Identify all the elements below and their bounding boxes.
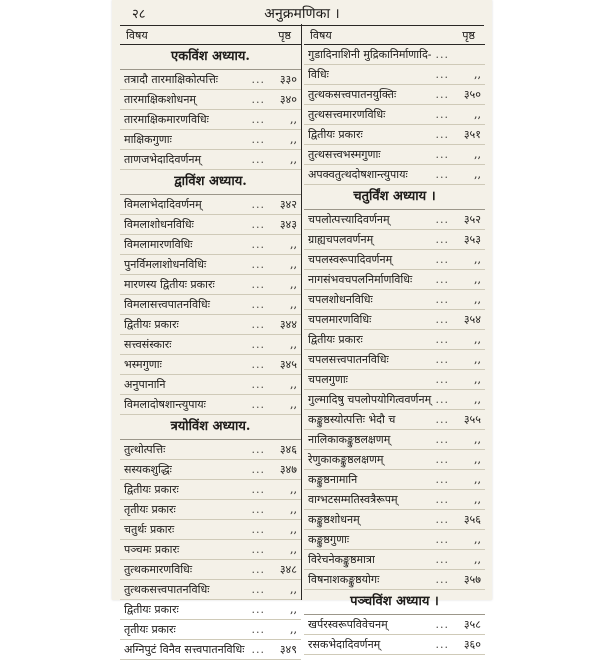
entry-title: चपलसत्त्वपातनविधिः [308, 353, 389, 366]
entry-page: ,, [290, 258, 297, 271]
leader-dots: ... [435, 453, 449, 466]
entry-title: द्वितीयः प्रकारः [124, 318, 179, 331]
leader-dots: ... [435, 573, 449, 586]
leader-dots: ... [435, 88, 449, 101]
entry-page: ,, [290, 583, 297, 596]
leader-dots: ... [435, 313, 449, 326]
leader-dots: ... [251, 318, 265, 331]
entry-title: विरेचनेकङ्कुष्ठमात्रा [308, 553, 375, 566]
entry-title: पञ्चमः प्रकारः [124, 543, 180, 556]
entry-page: ३५६ [463, 513, 481, 526]
index-entry [120, 440, 301, 460]
leader-dots: ... [435, 48, 449, 61]
entry-page: ,, [290, 113, 297, 126]
entry-title: चपलस्वरूपादिवर्णनम् [308, 253, 393, 266]
index-entry [304, 330, 485, 350]
entry-title: पुनर्विमलाशोधनविधिः [124, 258, 207, 271]
entry-page: ,, [290, 238, 297, 251]
entry-page: ,, [290, 523, 297, 536]
leader-dots: ... [435, 433, 449, 446]
entry-page: ३४६ [279, 443, 297, 456]
entry-page: ,, [474, 333, 481, 346]
entry-title: चपलशोधनविधिः [308, 293, 373, 306]
entry-title: ताणजभेदादिवर्णनम् [124, 153, 202, 166]
entry-title: तत्रादौ तारमाक्षिकोत्पत्तिः [124, 73, 219, 86]
leader-dots: ... [435, 333, 449, 346]
entry-title: रेणुकाकङ्कुष्ठलक्षणम् [308, 453, 384, 466]
entry-title: विमलासत्त्वपातनविधिः [124, 298, 210, 311]
index-entry [304, 410, 485, 430]
page-label: पृष्ठ [278, 29, 291, 42]
leader-dots: ... [435, 108, 449, 121]
entry-page: ,, [290, 603, 297, 616]
index-page [112, 0, 492, 656]
leader-dots: ... [251, 93, 265, 106]
leader-dots: ... [435, 68, 449, 81]
index-entry [120, 70, 301, 90]
leader-dots: ... [435, 253, 449, 266]
leader-dots: ... [251, 278, 265, 291]
index-entry [120, 375, 301, 395]
entry-page: ३५० [463, 88, 481, 101]
index-entry [304, 270, 485, 290]
entry-title: तारमाक्षिकशोधनम् [124, 93, 197, 106]
leader-dots: ... [251, 238, 265, 251]
entry-title: भस्मगुणाः [124, 358, 162, 371]
leader-dots: ... [435, 393, 449, 406]
leader-dots: ... [435, 533, 449, 546]
leader-dots: ... [251, 603, 265, 616]
entry-title: कङ्कुष्ठगुणाः [308, 533, 350, 546]
leader-dots: ... [435, 273, 449, 286]
entry-title: नागसंभवचपलनिर्माणविधिः [308, 273, 413, 286]
entry-page: ,, [474, 293, 481, 306]
leader-dots: ... [435, 293, 449, 306]
entry-title: नालिकाकङ्कुष्ठलक्षणम् [308, 433, 391, 446]
entry-list [304, 44, 485, 655]
entry-title: विधिः [308, 68, 329, 81]
index-entry [120, 480, 301, 500]
index-entry [120, 520, 301, 540]
leader-dots: ... [435, 553, 449, 566]
entry-page: ,, [290, 503, 297, 516]
entry-title: चतुर्थः प्रकारः [124, 523, 175, 536]
entry-page: ,, [474, 108, 481, 121]
index-entry [304, 290, 485, 310]
entry-title: गुल्मादिषु चपलोपयोगित्ववर्णनम् [308, 393, 432, 406]
entry-page: ,, [474, 353, 481, 366]
entry-title: तुत्थोत्पत्तिः [124, 443, 166, 456]
entry-title: चपलगुणाः [308, 373, 348, 386]
leader-dots: ... [251, 218, 265, 231]
top-rule [120, 25, 484, 26]
entry-page: ३५७ [463, 573, 481, 586]
index-entry [120, 235, 301, 255]
leader-dots: ... [251, 483, 265, 496]
entry-page: ,, [474, 273, 481, 286]
entry-page: ,, [290, 298, 297, 311]
index-entry [304, 430, 485, 450]
index-entry [120, 580, 301, 600]
entry-page: ,, [290, 623, 297, 636]
index-entry [304, 370, 485, 390]
entry-page: ,, [474, 393, 481, 406]
leader-dots: ... [251, 643, 265, 656]
index-entry [304, 490, 485, 510]
entry-title: रसकभेदादिवर्णनम् [308, 638, 381, 651]
index-entry [120, 355, 301, 375]
leader-dots: ... [251, 358, 265, 371]
index-entry [120, 640, 301, 660]
entry-title: विषनाशकङ्कुष्ठयोगः [308, 573, 380, 586]
index-entry [120, 540, 301, 560]
entry-title: तुत्थसत्त्वभस्मगुणाः [308, 148, 381, 161]
entry-page: ३५४ [463, 313, 481, 326]
entry-title: अपक्वतुत्थदोषशान्त्युपायः [308, 168, 408, 181]
leader-dots: ... [435, 148, 449, 161]
index-entry [120, 255, 301, 275]
entry-page: ,, [290, 483, 297, 496]
index-entry [120, 215, 301, 235]
column-header [304, 27, 485, 44]
leader-dots: ... [435, 233, 449, 246]
entry-page: ३५८ [463, 618, 481, 631]
chapter-heading: त्रयोविंश अध्याय. [120, 415, 301, 440]
entry-page: ३४० [279, 93, 297, 106]
index-entry [304, 450, 485, 470]
entry-title: तुत्थकमारणविधिः [124, 563, 193, 576]
entry-title: विमलादोषशान्त्युपायः [124, 398, 206, 411]
index-entry [120, 275, 301, 295]
leader-dots: ... [435, 373, 449, 386]
leader-dots: ... [251, 398, 265, 411]
entry-page: ३५५ [463, 413, 481, 426]
leader-dots: ... [251, 113, 265, 126]
leader-dots: ... [251, 463, 265, 476]
index-entry [304, 470, 485, 490]
entry-title: कङ्कुष्ठशोधनम् [308, 513, 360, 526]
entry-page: ,, [474, 168, 481, 181]
leader-dots: ... [251, 378, 265, 391]
leader-dots: ... [251, 73, 265, 86]
entry-page: ,, [290, 378, 297, 391]
leader-dots: ... [435, 168, 449, 181]
entry-page: ,, [290, 398, 297, 411]
entry-title: सस्यकशुद्धिः [124, 463, 172, 476]
leader-dots: ... [251, 298, 265, 311]
entry-title: तृतीयः प्रकारः [124, 503, 176, 516]
index-entry [304, 310, 485, 330]
entry-title: कङ्कुष्ठस्योत्पत्तिः भेदौ च [308, 413, 396, 426]
leader-dots: ... [435, 128, 449, 141]
leader-dots: ... [435, 618, 449, 631]
index-entry [120, 620, 301, 640]
index-entry [304, 230, 485, 250]
subject-label: विषय [310, 29, 332, 42]
leader-dots: ... [251, 153, 265, 166]
leader-dots: ... [251, 258, 265, 271]
leader-dots: ... [251, 133, 265, 146]
entry-title: चपलोत्पत्त्यादिवर्णनम् [308, 213, 390, 226]
index-entry [120, 315, 301, 335]
index-entry [304, 210, 485, 230]
column-divider [301, 24, 302, 600]
entry-title: अनुपानानि [124, 378, 166, 391]
index-entry [120, 130, 301, 150]
entry-page: ,, [290, 338, 297, 351]
index-entry [304, 65, 485, 85]
entry-page: ,, [474, 253, 481, 266]
entry-title: तुत्थकसत्त्वपातनयुक्तिः [308, 88, 397, 101]
entry-page: ३४७ [279, 463, 297, 476]
entry-page: ३४८ [279, 563, 297, 576]
entry-page: ३४९ [279, 643, 297, 656]
entry-title: द्वितीयः प्रकारः [308, 128, 363, 141]
page-number: २८ [132, 7, 146, 22]
entry-title: वाग्भटसम्मतिस्वत्रैरूपम् [308, 493, 398, 506]
entry-page: ,, [290, 133, 297, 146]
leader-dots: ... [435, 353, 449, 366]
entry-title: विमलामारणविधिः [124, 238, 193, 251]
index-entry [304, 165, 485, 185]
leader-dots: ... [251, 443, 265, 456]
entry-title: मारणस्य द्वितीयः प्रकारः [124, 278, 215, 291]
index-entry [304, 550, 485, 570]
entry-title: विमलाभेदादिवर्णनम् [124, 198, 202, 211]
entry-title: तारमाक्षिकमारणविधिः [124, 113, 209, 126]
entry-page: ,, [474, 473, 481, 486]
chapter-heading: पञ्चविंश अध्याय । [304, 590, 485, 615]
index-entry [120, 335, 301, 355]
entry-page: ,, [474, 433, 481, 446]
index-entry [120, 460, 301, 480]
index-entry [304, 45, 485, 65]
entry-page: ३४५ [279, 358, 297, 371]
page-header [112, 4, 492, 26]
index-entry [304, 615, 485, 635]
index-entry [304, 250, 485, 270]
index-entry [120, 90, 301, 110]
index-entry [304, 570, 485, 590]
index-entry [120, 600, 301, 620]
entry-page: ,, [474, 68, 481, 81]
entry-page: ३४४ [279, 318, 297, 331]
entry-title: तृतीयः प्रकारः [124, 623, 176, 636]
leader-dots: ... [251, 503, 265, 516]
leader-dots: ... [435, 493, 449, 506]
entry-title: खर्परस्वरूपविवेचनम् [308, 618, 388, 631]
leader-dots: ... [251, 563, 265, 576]
entry-page: ३३० [279, 73, 297, 86]
entry-page: ,, [474, 453, 481, 466]
leader-dots: ... [251, 198, 265, 211]
index-entry [304, 390, 485, 410]
entry-page: ,, [290, 278, 297, 291]
entry-title: सत्त्वसंस्कारः [124, 338, 172, 351]
leader-dots: ... [435, 473, 449, 486]
entry-page: ,, [290, 153, 297, 166]
entry-list [120, 44, 301, 660]
entry-page: ३५२ [463, 213, 481, 226]
index-entry [120, 500, 301, 520]
index-entry [120, 150, 301, 170]
index-entry [304, 85, 485, 105]
entry-title: तुत्थसत्त्वमारणविधिः [308, 108, 386, 121]
index-entry [120, 395, 301, 415]
leader-dots: ... [251, 523, 265, 536]
entry-page: ,, [290, 543, 297, 556]
entry-page: ,, [474, 373, 481, 386]
index-entry [304, 125, 485, 145]
index-entry [304, 510, 485, 530]
index-entry [304, 145, 485, 165]
entry-page: ३४३ [279, 218, 297, 231]
entry-title: कङ्कुष्ठनामानि [308, 473, 358, 486]
index-entry [304, 530, 485, 550]
entry-page: ,, [474, 533, 481, 546]
subject-label: विषय [126, 29, 148, 42]
entry-title: अग्निपुटं विनैव सत्त्वपातनविधिः [124, 643, 245, 656]
entry-title: द्वितीयः प्रकारः [124, 603, 179, 616]
leader-dots: ... [251, 623, 265, 636]
chapter-heading: द्वाविंश अध्याय. [120, 170, 301, 195]
leader-dots: ... [435, 213, 449, 226]
entry-page: ,, [474, 553, 481, 566]
chapter-heading: एकविंश अध्याय. [120, 45, 301, 70]
leader-dots: ... [251, 543, 265, 556]
index-entry [304, 105, 485, 125]
leader-dots: ... [435, 638, 449, 651]
column-header [120, 27, 301, 44]
index-entry [120, 110, 301, 130]
left-column [120, 27, 301, 660]
leader-dots: ... [435, 413, 449, 426]
entry-title: गुडादिनाशिनी मुद्रिकानिर्माणादि- [308, 48, 432, 61]
entry-page: ३५१ [463, 128, 481, 141]
page-title: अनुक्रमणिका । [264, 6, 340, 22]
page-label: पृष्ठ [462, 29, 475, 42]
leader-dots: ... [251, 583, 265, 596]
entry-page: ३४२ [279, 198, 297, 211]
entry-title: माक्षिकगुणाः [124, 133, 172, 146]
leader-dots: ... [251, 338, 265, 351]
index-entry [120, 295, 301, 315]
index-entry [304, 635, 485, 655]
entry-title: तुत्थकसत्त्वपातनविधिः [124, 583, 210, 596]
entry-title: ग्राह्यचपलवर्णनम् [308, 233, 374, 246]
entry-title: विमलाशोधनविधिः [124, 218, 194, 231]
leader-dots: ... [435, 513, 449, 526]
entry-title: द्वितीयः प्रकारः [124, 483, 179, 496]
index-entry [120, 560, 301, 580]
index-entry [120, 195, 301, 215]
entry-page: ३६० [463, 638, 481, 651]
entry-title: द्वितीयः प्रकारः [308, 333, 363, 346]
chapter-heading: चतुर्विंश अध्याय । [304, 185, 485, 210]
entry-page: ,, [474, 493, 481, 506]
right-column [304, 27, 485, 655]
entry-title: चपलमारणविधिः [308, 313, 372, 326]
index-entry [304, 350, 485, 370]
entry-page: ३५३ [463, 233, 481, 246]
entry-page: ,, [474, 148, 481, 161]
